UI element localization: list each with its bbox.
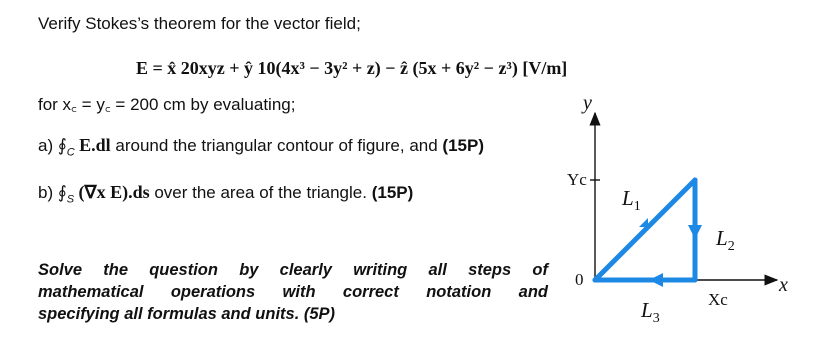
problem-intro: Verify Stokes’s theorem for the vector field; <box>38 14 361 33</box>
segment-l1-label: $L_1$ <box>622 186 641 214</box>
instruction-word: by <box>239 261 259 279</box>
instructions <box>38 259 548 325</box>
instruction-word: of <box>532 261 548 279</box>
segment-l2-label: $L_2$ <box>716 226 735 254</box>
vector-field-equation: E = x̂ 20xyz + ŷ 10(4x³ − 3y² + z) − ẑ (5x + 6y² − z³) [V/m] <box>136 58 568 78</box>
part-b-subscript: S <box>66 193 75 206</box>
part-a <box>38 135 484 158</box>
instruction-word: operations <box>170 283 256 301</box>
triangle-contour-figure <box>555 95 795 325</box>
xc-label: Xc <box>708 290 728 309</box>
instruction-word: the <box>103 261 128 279</box>
instruction-word: and <box>518 283 548 301</box>
part-a-prefix: a) ∮ <box>38 136 67 155</box>
instructions-line-2 <box>38 281 548 303</box>
x-axis-label: x <box>779 274 788 296</box>
part-a-subscript: C <box>66 146 75 159</box>
y-axis-label: y <box>583 95 592 114</box>
instruction-word: writing <box>353 261 408 279</box>
part-b-integral: (∇x E).ds <box>74 182 150 202</box>
segment-l2-arrow <box>688 225 702 239</box>
instruction-word: steps <box>468 261 512 279</box>
part-a-text: around the triangular contour of figure, and <box>110 136 443 155</box>
segment-l3-arrow <box>649 273 663 287</box>
instructions-line-3: specifying all formulas and units. (5P) <box>38 305 336 323</box>
instruction-word: correct <box>342 283 399 301</box>
part-b-prefix: b) ∮ <box>38 183 67 202</box>
yc-label: Yc <box>567 170 587 189</box>
part-a-integral: E.dl <box>74 135 111 155</box>
instructions-line-1 <box>38 259 548 281</box>
problem-condition: for x꜀ = y꜀ = 200 cm by evaluating; <box>38 95 296 114</box>
segment-l3-label: $L_3$ <box>641 298 660 325</box>
instruction-word: with <box>282 283 316 301</box>
instruction-word: clearly <box>279 261 332 279</box>
instruction-word: all <box>428 261 447 279</box>
part-b-text: over the area of the triangle. <box>149 183 372 202</box>
part-b <box>38 182 413 205</box>
part-a-points: (15P) <box>442 136 484 155</box>
instruction-word: question <box>149 261 218 279</box>
segment-l1-arrow <box>639 218 648 227</box>
origin-label: 0 <box>575 270 584 289</box>
segment-l1 <box>595 180 695 280</box>
instruction-word: mathematical <box>38 283 144 301</box>
part-b-points: (15P) <box>371 183 414 202</box>
instruction-word: Solve <box>38 261 83 279</box>
instruction-word: notation <box>426 283 492 301</box>
